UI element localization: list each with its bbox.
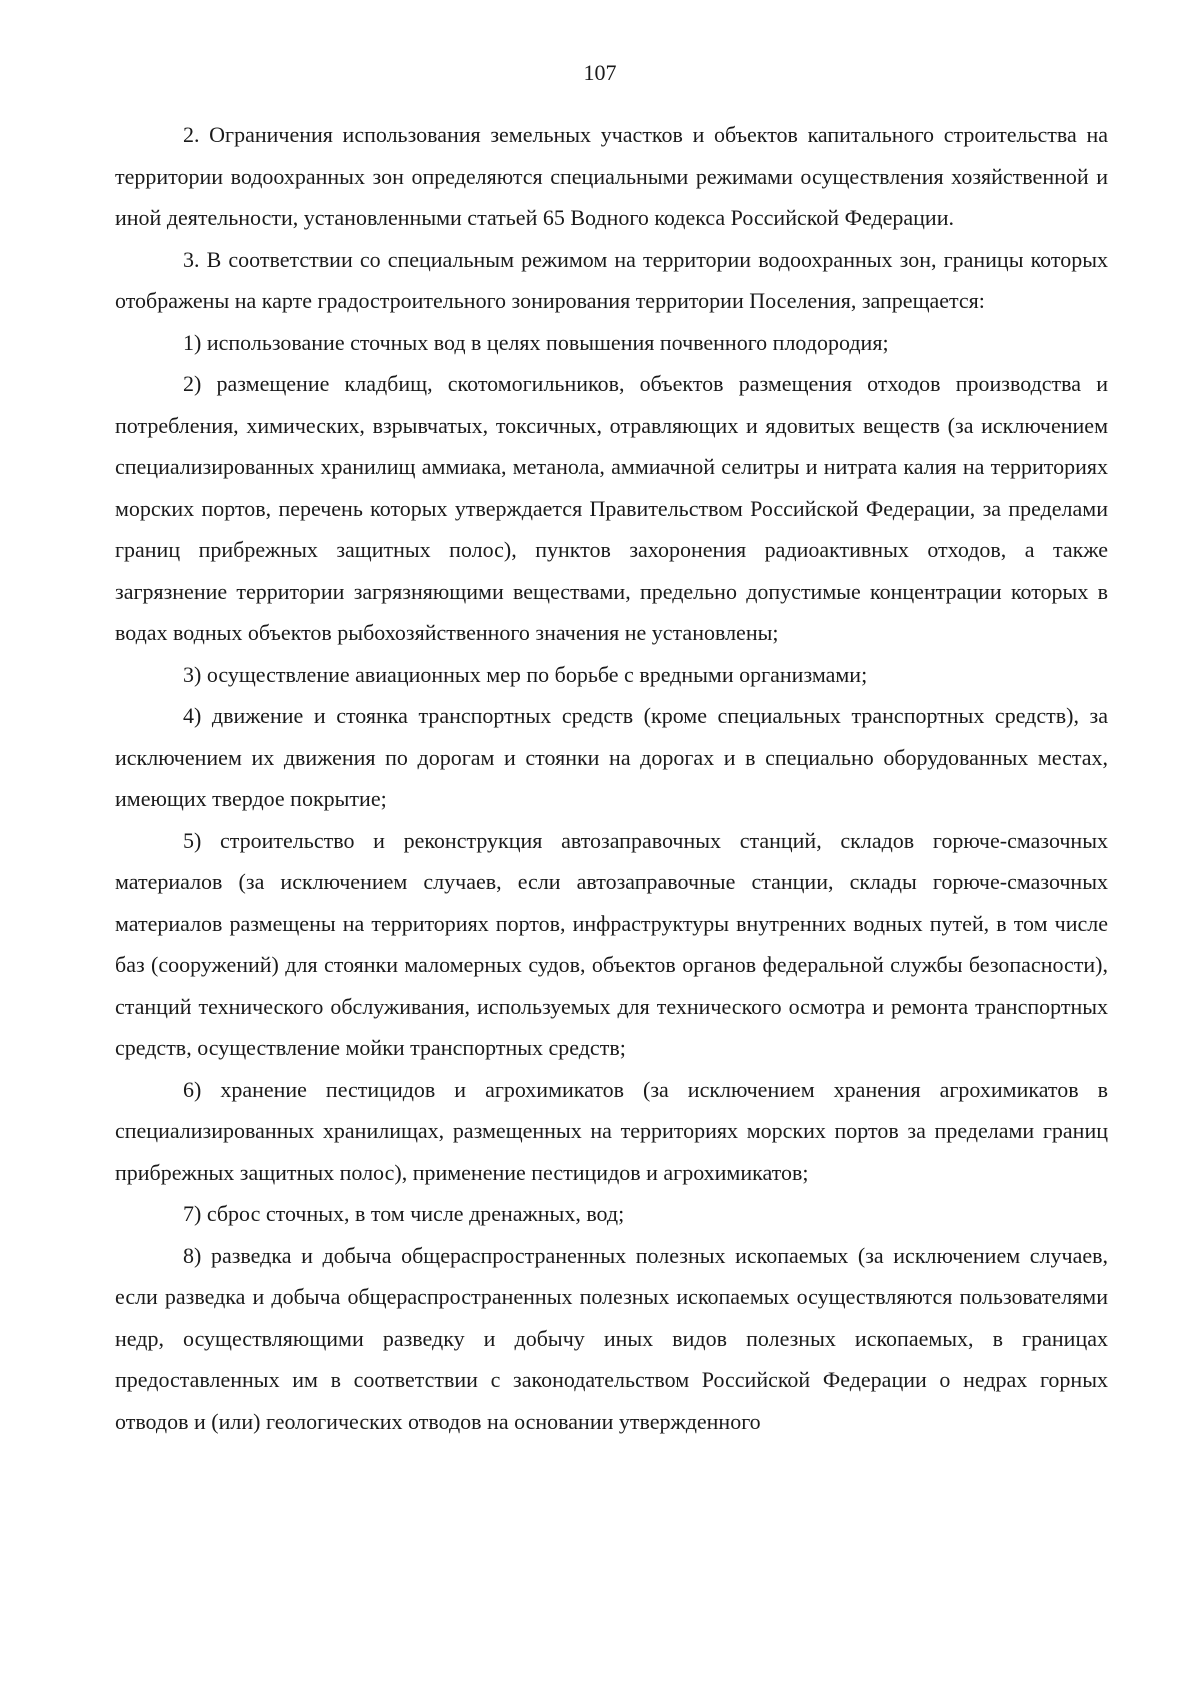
paragraph-2-restrictions: 2. Ограничения использования земельных участков и объектов капитального строительства на территории водоохранных зон определяются специальными режимами осуществления хозяйственной и иной деятельности, установленными статьей 65 Водного кодекса Российской Федерации. <box>115 122 1108 230</box>
list-item-1: 1) использование сточных вод в целях повышения почвенного плодородия; <box>183 329 889 355</box>
paragraph-3-prohibitions-intro: 3. В соответствии со специальным режимом на территории водоохранных зон, границы которых отображены на карте градостроительного зонирования территории Поселения, запрещается: <box>115 246 1108 313</box>
list-item-5: 5) строительство и реконструкция автозаправочных станций, складов горюче-смазочных материалов (за исключением случаев, если автозаправочные станции, склады горюче-смазочных материалов размещены на территориях портов, инфраструктуры внутренних водных путей, в том числе баз (сооружений) для стоянки маломерных судов, объектов органов федеральной службы безопасности), станций технического обслуживания, используемых для технического осмотра и ремонта транспортных средств, осуществление мойки транспортных средств; <box>115 827 1108 1060</box>
list-item-7: 7) сброс сточных, в том числе дренажных, вод; <box>183 1201 625 1226</box>
list-item-8: 8) разведка и добыча общераспространенных полезных ископаемых (за исключением случаев, если разведка и добыча общераспространенных полезных ископаемых осуществляются пользователями недр, осуществляющими разведку и добычу иных видов полезных ископаемых, в границах предоставленных им в соответствии с законодательством Российской Федерации о недрах горных отводов и (или) геологических отводов на основании утвержденного <box>115 1242 1108 1434</box>
page-number: 107 <box>583 60 617 85</box>
list-item-4: 4) движение и стоянка транспортных средств (кроме специальных транспортных средств), за исключением их движения по дорогам и стоянки на дорогах и в специально оборудованных местах, имеющих твердое покрытие; <box>115 703 1108 811</box>
document-body <box>115 114 1108 1442</box>
list-item-6: 6) хранение пестицидов и агрохимикатов (за исключением хранения агрохимикатов в специализированных хранилищах, размещенных на территориях морских портов за пределами границ прибрежных защитных полос), применение пестицидов и агрохимикатов; <box>115 1076 1108 1185</box>
list-item-3: 3) осуществление авиационных мер по борьбе с вредными организмами; <box>183 661 868 687</box>
list-item-2: 2) размещение кладбищ, скотомогильников, объектов размещения отходов производства и потребления, химических, взрывчатых, токсичных, отравляющих и ядовитых веществ (за исключением специализированных хранилищ аммиака, метанола, аммиачной селитры и нитрата калия на территориях морских портов, перечень которых утверждается Правительством Российской Федерации, за пределами границ прибрежных защитных полос), пунктов захоронения радиоактивных отходов, а также загрязнение территории загрязняющими веществами, предельно допустимые концентрации которых в водах водных объектов рыбохозяйственного значения не установлены; <box>115 371 1108 645</box>
